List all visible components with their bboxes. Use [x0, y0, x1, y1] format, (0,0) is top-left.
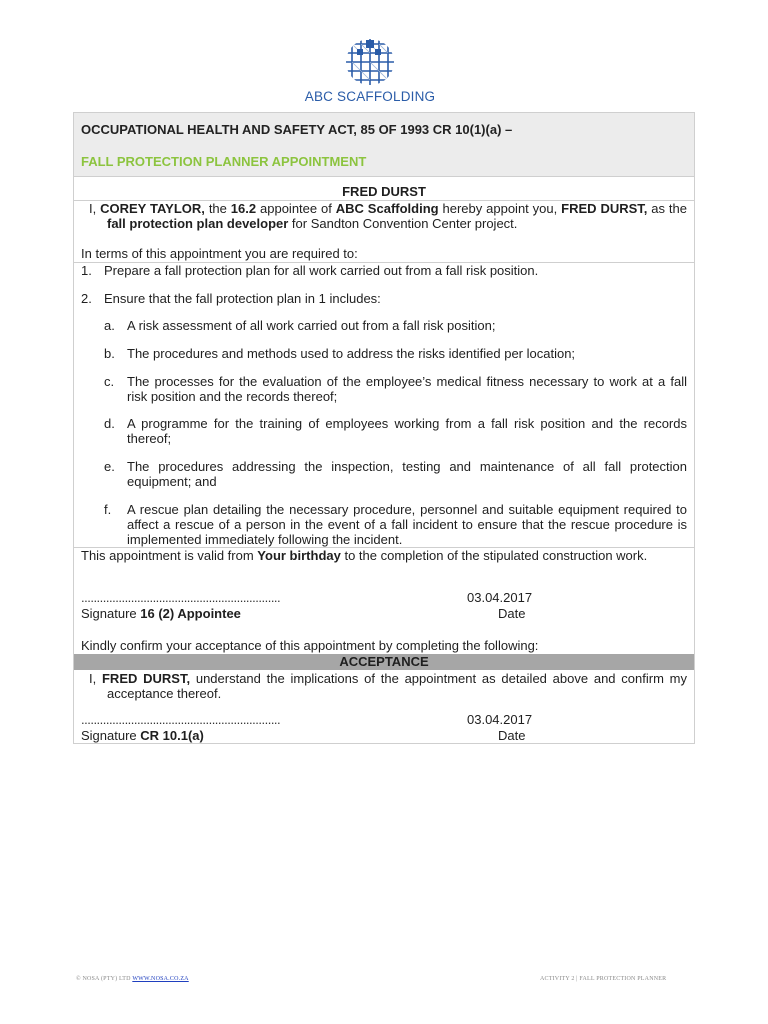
appointment-statement: I, COREY TAYLOR, the 16.2 appointee of ABC Scaffolding hereby appoint you, FRED DURST, as the fall protection plan developer for Sandton Convention Center project.: [89, 201, 687, 231]
appointer-name: COREY TAYLOR,: [100, 201, 205, 216]
signature-line: ................................................................: [81, 712, 281, 727]
footer-activity: ACTIVITY 2 | FALL PROTECTION PLANNER: [540, 976, 667, 982]
signature-date: 03.04.2017: [467, 590, 533, 605]
validity-statement: This appointment is valid from Your birthday to the completion of the stipulated construction work.: [81, 548, 648, 563]
acceptance-header: ACCEPTANCE: [74, 654, 694, 670]
act-title: OCCUPATIONAL HEALTH AND SAFETY ACT, 85 OF 1993 CR 10(1)(a) –: [81, 122, 513, 137]
signature-label: Signature CR 10.1(a): [81, 728, 204, 743]
scaffold-globe-icon: [344, 38, 396, 86]
footer-copyright: © NOSA (PTY) LTD WWW.NOSA.CO.ZA: [76, 976, 189, 982]
confirm-instruction: Kindly confirm your acceptance of this appointment by completing the following:: [81, 638, 539, 653]
role-name: fall protection plan developer: [107, 216, 289, 231]
appointee-inline-name: FRED DURST,: [561, 201, 648, 216]
company-name: ABC Scaffolding: [335, 201, 439, 216]
planner-title: FALL PROTECTION PLANNER APPOINTMENT: [81, 154, 367, 169]
nosa-website-link[interactable]: WWW.NOSA.CO.ZA: [132, 976, 189, 982]
company-logo: [300, 38, 440, 104]
appointment-form: OCCUPATIONAL HEALTH AND SAFETY ACT, 85 OF 1993 CR 10(1)(a) – FALL PROTECTION PLANNER APPOINTMENT FRED DURST I, COREY TAYLOR, the 16.2 appointee of ABC Scaffolding hereby appoint you, FRED DURST, as the fall protection plan developer for Sandton Convention Center project. In terms of this appointment you are required to: 1. Prepare a fall protection plan for all work carried out from a fall risk position. 2. Ensure that the fall protection plan in 1 includes: a. A risk assessment of all work carried out from a fall risk position; b. The procedures and methods used to address the risks identified per location; c. The processes for the evaluation of the employee’s medical fitness necessary to work at a fall risk position and the records thereof; d. A programme for the training of employees working from a fall risk position and the records thereof; e. The procedures addressing the inspection, testing and maintenance of all fall protection equipment; and f. A rescue plan detailing the necessary procedure, personnel and suitable equipment required to affect a rescue of a person in the event of a fall incident to ensure that the rescue procedure is implemented immediately following the incident. This appointment is valid from Your birthday to the completion of the stipulated construction work. ................................................................ 03.04.2017 Signature 16 (2) Appointee Date Kindly confirm your acceptance of this appointment by completing the following: ACCEPTANCE I, FRED DURST, understand the implications of the appointment as detailed above and confirm my acceptance thereof. ................................................................ 03.04.2017 Signature CR 10.1(a) Date: [73, 112, 695, 744]
validity-date: Your birthday: [257, 548, 341, 563]
acceptor-name: FRED DURST,: [101, 671, 191, 686]
form-header: [74, 113, 694, 177]
signature-line: ................................................................: [81, 590, 281, 605]
signature-date: 03.04.2017: [467, 712, 533, 727]
date-label: Date: [498, 606, 526, 621]
terms-intro: In terms of this appointment you are required to:: [81, 246, 358, 261]
date-label: Date: [498, 728, 526, 743]
acceptance-statement: I, FRED DURST, understand the implications of the appointment as detailed above and confirm my acceptance thereof.: [89, 671, 687, 701]
signature-label: Signature 16 (2) Appointee: [81, 606, 241, 621]
logo-text: ABC SCAFFOLDING: [304, 89, 436, 104]
appointee-name: FRED DURST: [342, 184, 426, 199]
